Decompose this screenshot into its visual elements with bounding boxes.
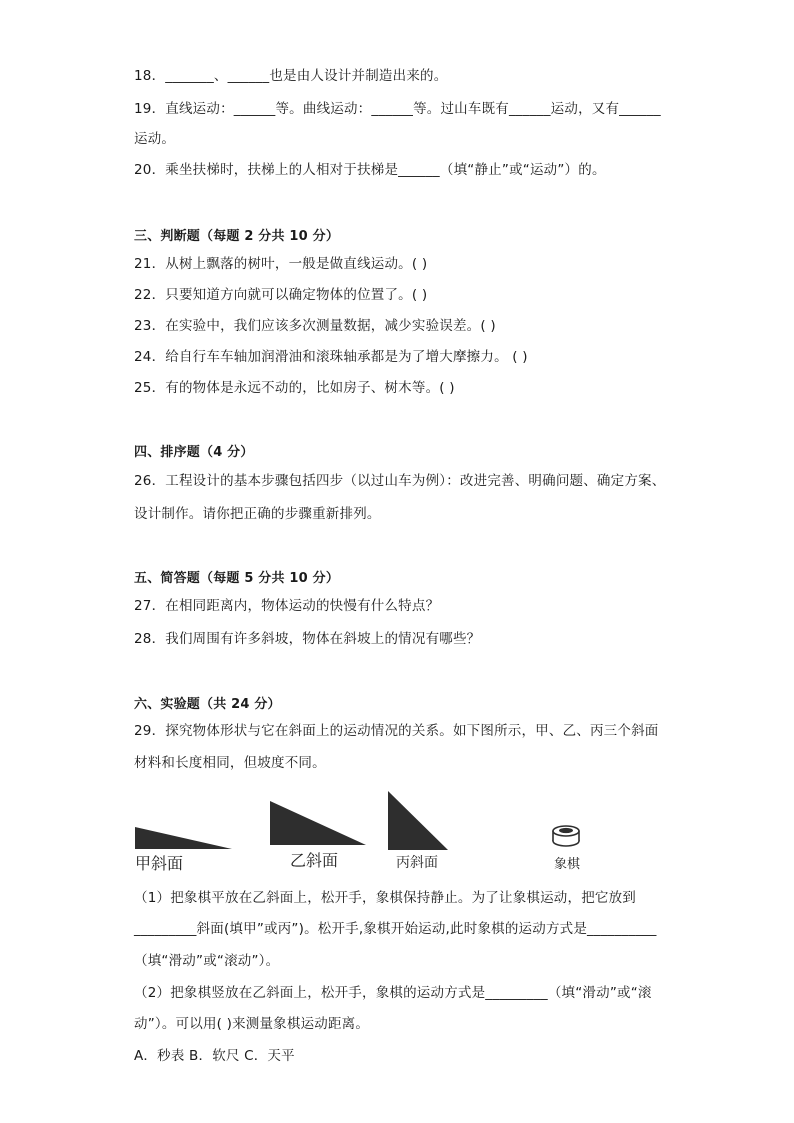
question-18: 18．_______、______也是由人设计并制造出来的。 <box>134 68 448 84</box>
sub-question-2-cont: 动”）。可以用( )来测量象棋运动距离。 <box>134 1016 370 1032</box>
chess-label: 象棋 <box>554 857 581 872</box>
question-29: 29．探究物体形状与它在斜面上的运动情况的关系。如下图所示，甲、乙、丙三个斜面 <box>134 723 659 739</box>
question-22: 22．只要知道方向就可以确定物体的位置了。( ) <box>134 287 428 303</box>
question-29-cont: 材料和长度相同，但坡度不同。 <box>134 755 326 771</box>
question-28: 28．我们周围有许多斜坡，物体在斜坡上的情况有哪些？ <box>134 631 481 647</box>
question-26: 26．工程设计的基本步骤包括四步（以过山车为例）：改进完善、明确问题、确定方案、 <box>134 473 666 489</box>
answer-options: A．秒表 B．软尺 C．天平 <box>134 1048 295 1064</box>
question-27: 27．在相同距离内，物体运动的快慢有什么特点？ <box>134 598 440 614</box>
slope-jia-shape <box>135 827 232 849</box>
question-24: 24．给自行车车轴加润滑油和滚珠轴承都是为了增大摩擦力。 ( ) <box>134 349 528 365</box>
chess-piece-icon <box>553 826 579 846</box>
question-21: 21．从树上飘落的树叶，一般是做直线运动。( ) <box>134 256 428 272</box>
sub-question-1: （1）把象棋平放在乙斜面上，松开手，象棋保持静止。为了让象棋运动，把它放到 <box>134 890 636 906</box>
question-23: 23．在实验中，我们应该多次测量数据，减少实验误差。( ) <box>134 318 496 334</box>
sub-question-1-cont: _________斜面(填甲”或丙”)。松开手,象棋开始运动,此时象棋的运动方式是__________ <box>134 921 657 937</box>
slope-bing-label: 丙斜面 <box>396 855 438 871</box>
section-5-heading: 五、简答题（每题 5 分共 10 分） <box>134 571 340 586</box>
question-19-cont: 运动。 <box>134 131 176 147</box>
section-6-heading: 六、实验题（共 24 分） <box>134 697 281 712</box>
slope-yi-label: 乙斜面 <box>290 851 339 870</box>
question-20: 20．乘坐扶梯时，扶梯上的人相对于扶梯是______（填“静止”或“运动”）的。 <box>134 162 606 178</box>
sub-question-2: （2）把象棋竖放在乙斜面上，松开手，象棋的运动方式是_________（填“滑动”或“滚 <box>134 985 652 1001</box>
question-19: 19．直线运动：______等。曲线运动：______等。过山车既有______运动，又有______ <box>134 101 661 117</box>
slope-yi-shape <box>270 801 366 845</box>
section-4-heading: 四、排序题（4 分） <box>134 445 254 460</box>
slope-bing-shape <box>388 791 448 850</box>
slopes-figure <box>130 785 670 875</box>
question-26-cont: 设计制作。请你把正确的步骤重新排列。 <box>134 506 381 522</box>
sub-question-1-cont2: （填“滑动”或“滚动”）。 <box>134 953 280 969</box>
section-3-heading: 三、判断题（每题 2 分共 10 分） <box>134 229 340 244</box>
question-25: 25．有的物体是永远不动的，比如房子、树木等。( ) <box>134 380 455 396</box>
slope-jia-label: 甲斜面 <box>135 854 184 873</box>
